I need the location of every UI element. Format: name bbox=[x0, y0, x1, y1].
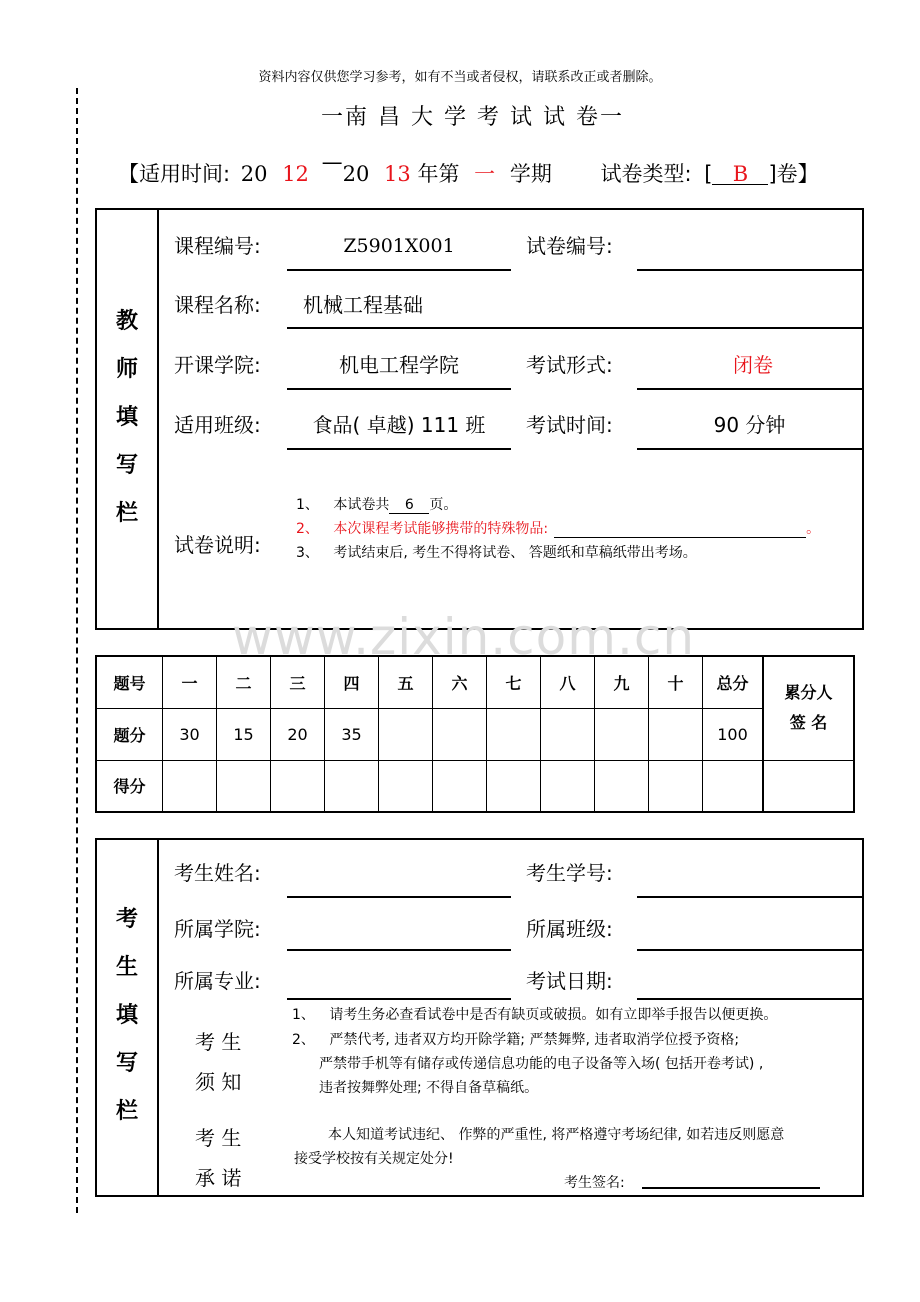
header-cell: 三 bbox=[271, 656, 325, 708]
points-cell bbox=[649, 708, 703, 760]
exam-period-header bbox=[118, 150, 819, 188]
exam-time-label: 考试时间: bbox=[526, 413, 613, 437]
student-major-label: 所属专业: bbox=[174, 969, 261, 993]
year-dash: — bbox=[321, 150, 343, 174]
college-value: 机电工程学院 bbox=[339, 353, 459, 377]
points-cell bbox=[433, 708, 487, 760]
course-name-underline bbox=[287, 327, 862, 329]
paper-type-value: B bbox=[712, 164, 768, 185]
signature-label: 考生签名: bbox=[564, 1175, 625, 1191]
student-class-field[interactable] bbox=[637, 949, 862, 951]
header-cell: 十 bbox=[649, 656, 703, 708]
start-year: 12 bbox=[282, 162, 309, 186]
student-name-label: 考生姓名: bbox=[174, 861, 261, 885]
class-underline bbox=[287, 448, 511, 450]
student-name-field[interactable] bbox=[287, 896, 511, 898]
term-suffix: 学期 bbox=[509, 162, 552, 186]
score-cell[interactable] bbox=[541, 760, 595, 812]
exam-form-underline bbox=[637, 388, 862, 390]
header-cell: 五 bbox=[379, 656, 433, 708]
period-label: 【适用时间: bbox=[118, 162, 231, 186]
header-cell: 七 bbox=[487, 656, 541, 708]
notice-2-cont: 严禁带手机等有储存或传递信息功能的电子设备等入场( 包括开卷考试) , bbox=[319, 1056, 764, 1072]
notice-2: 2、 严禁代考, 违者双方均开除学籍; 严禁舞弊, 违者取消学位授予资格; bbox=[292, 1032, 740, 1048]
row-label-question-no: 题号 bbox=[96, 656, 163, 708]
college-underline bbox=[287, 388, 511, 390]
header-cell: 八 bbox=[541, 656, 595, 708]
points-cell bbox=[487, 708, 541, 760]
student-signature-field[interactable] bbox=[642, 1187, 820, 1189]
header-cell: 九 bbox=[595, 656, 649, 708]
notice-label: 考 生 须 知 bbox=[195, 1030, 242, 1094]
class-value: 食品( 卓越) 111 班 bbox=[312, 413, 486, 437]
note-2: 2、 本次课程考试能够携带的特殊物品: 。 bbox=[296, 521, 821, 537]
score-cell[interactable] bbox=[595, 760, 649, 812]
pledge-label: 考 生 承 诺 bbox=[195, 1126, 242, 1190]
row-label-points: 题分 bbox=[96, 708, 163, 760]
points-cell bbox=[595, 708, 649, 760]
student-id-label: 考生学号: bbox=[526, 861, 613, 885]
points-cell bbox=[379, 708, 433, 760]
score-cell[interactable] bbox=[271, 760, 325, 812]
page-title: 一南 昌 大 学 考 试 试 卷一 bbox=[321, 105, 624, 130]
note-3: 3、 考试结束后, 考生不得将试卷、 答题纸和草稿纸带出考场。 bbox=[296, 545, 697, 561]
teacher-side-label: 教 师 填 写 栏 bbox=[115, 309, 138, 526]
year-suffix: 年第 bbox=[417, 162, 460, 186]
course-code-value: Z5901X001 bbox=[343, 235, 455, 257]
student-side-label: 考 生 填 写 栏 bbox=[115, 907, 138, 1124]
binding-dashed-line bbox=[76, 88, 78, 1213]
paper-type-close: ]卷】 bbox=[768, 162, 819, 186]
points-cell: 35 bbox=[325, 708, 379, 760]
paper-code-underline bbox=[637, 269, 862, 271]
points-cell: 30 bbox=[163, 708, 217, 760]
college-label: 开课学院: bbox=[174, 353, 261, 377]
year-prefix-2: 20 bbox=[342, 162, 370, 186]
points-cell-total: 100 bbox=[703, 708, 764, 760]
course-code-label: 课程编号: bbox=[174, 234, 261, 258]
points-cell bbox=[541, 708, 595, 760]
disclaimer-text: 资料内容仅供您学习参考，如有不当或者侵权，请联系改正或者删除。 bbox=[258, 70, 662, 85]
score-cell[interactable] bbox=[487, 760, 541, 812]
student-id-field[interactable] bbox=[637, 896, 862, 898]
student-class-label: 所属班级: bbox=[526, 917, 613, 941]
term-value: 一 bbox=[474, 162, 496, 186]
points-cell: 20 bbox=[271, 708, 325, 760]
student-major-field[interactable] bbox=[287, 998, 511, 1000]
exam-form-label: 考试形式: bbox=[526, 353, 613, 377]
score-table bbox=[95, 655, 855, 813]
exam-time-value: 90 分钟 bbox=[713, 413, 786, 437]
score-cell-total[interactable] bbox=[703, 760, 764, 812]
exam-form-value: 闭卷 bbox=[733, 353, 773, 377]
year-prefix-1: 20 bbox=[240, 162, 268, 186]
student-college-label: 所属学院: bbox=[174, 917, 261, 941]
note-1: 1、 本试卷共 6 页。 bbox=[296, 497, 458, 513]
exam-date-field[interactable] bbox=[637, 998, 862, 1000]
points-cell: 15 bbox=[217, 708, 271, 760]
score-cell[interactable] bbox=[325, 760, 379, 812]
teacher-divider bbox=[157, 208, 159, 630]
end-year: 13 bbox=[384, 162, 411, 186]
header-cell: 四 bbox=[325, 656, 379, 708]
paper-code-label: 试卷编号: bbox=[526, 234, 613, 258]
exam-time-underline bbox=[637, 448, 862, 450]
notice-2-cont-2: 违者按舞弊处理; 不得自备草稿纸。 bbox=[319, 1080, 539, 1096]
course-name-label: 课程名称: bbox=[174, 293, 261, 317]
class-label: 适用班级: bbox=[174, 413, 261, 437]
course-name-value: 机械工程基础 bbox=[303, 293, 423, 317]
watermark-text: www.zixin.com.cn bbox=[232, 608, 696, 666]
paper-type-label: 试卷类型: bbox=[600, 162, 692, 186]
notes-label: 试卷说明: bbox=[174, 533, 261, 557]
header-cell-total: 总分 bbox=[703, 656, 764, 708]
score-cell[interactable] bbox=[433, 760, 487, 812]
header-cell: 二 bbox=[217, 656, 271, 708]
row-label-score: 得分 bbox=[96, 760, 163, 812]
score-cell[interactable] bbox=[217, 760, 271, 812]
pledge-text-1: 本人知道考试违纪、 作弊的严重性, 将严格遵守考场纪律, 如若违反则愿意 bbox=[328, 1127, 785, 1143]
course-code-underline bbox=[287, 269, 511, 271]
score-cell[interactable] bbox=[163, 760, 217, 812]
student-divider bbox=[157, 838, 159, 1197]
header-cell: 六 bbox=[433, 656, 487, 708]
pledge-text-2: 接受学校按有关规定处分! bbox=[294, 1151, 454, 1167]
grader-signature-cell[interactable] bbox=[763, 760, 854, 812]
paper-type-open: [ bbox=[704, 162, 713, 186]
grader-signature-label: 累分人 签 名 bbox=[763, 656, 854, 760]
exam-date-label: 考试日期: bbox=[526, 969, 613, 993]
score-cell[interactable] bbox=[379, 760, 433, 812]
notice-1: 1、 请考生务必查看试卷中是否有缺页或破损。如有立即举手报告以便更换。 bbox=[292, 1007, 778, 1023]
header-cell: 一 bbox=[163, 656, 217, 708]
student-college-field[interactable] bbox=[287, 949, 511, 951]
score-cell[interactable] bbox=[649, 760, 703, 812]
